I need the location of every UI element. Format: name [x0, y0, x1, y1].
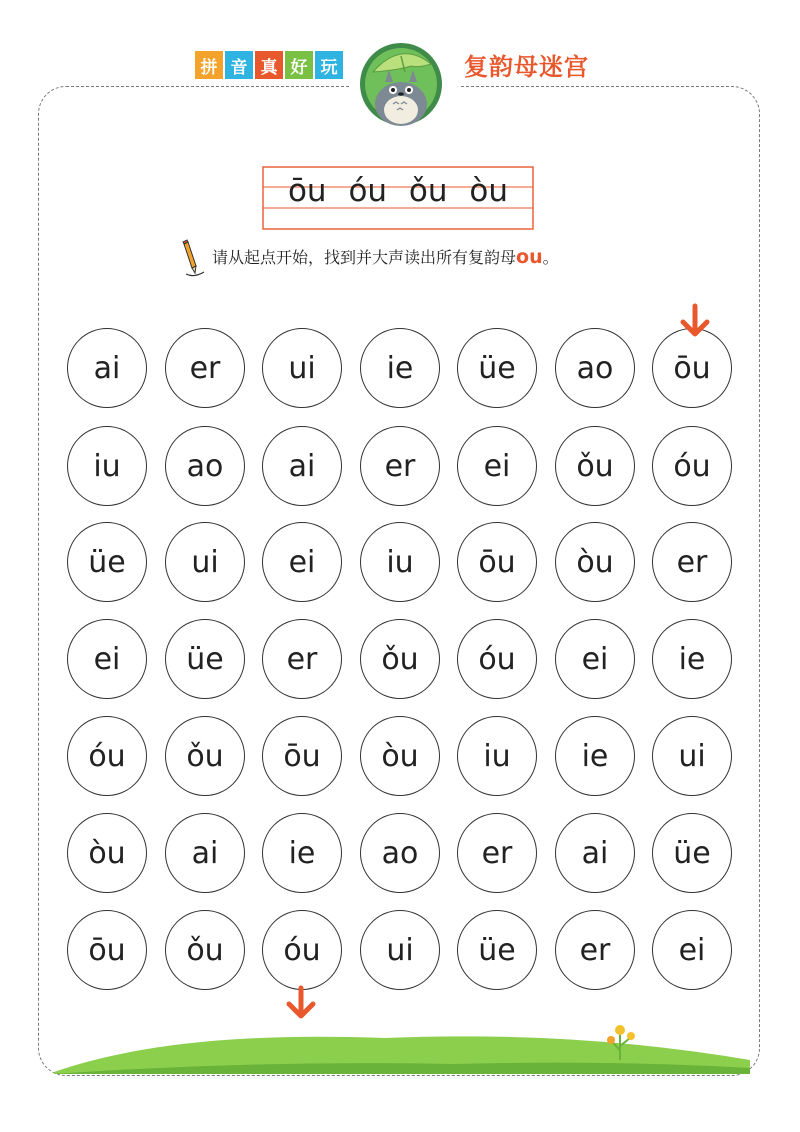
series-char: 音 [225, 51, 253, 79]
series-title [195, 51, 343, 79]
maze-cell[interactable]: ōu [67, 910, 147, 990]
maze-cell[interactable]: ie [555, 716, 635, 796]
maze-cell[interactable]: üe [165, 619, 245, 699]
maze-cell[interactable]: ao [360, 813, 440, 893]
start-arrow-icon [675, 302, 715, 342]
maze-cell[interactable]: ai [555, 813, 635, 893]
syllable: óu [348, 173, 388, 209]
series-char: 真 [255, 51, 283, 79]
maze-cell[interactable]: iu [457, 716, 537, 796]
syllable: ǒu [408, 173, 448, 209]
maze-cell[interactable]: óu [262, 910, 342, 990]
maze-cell[interactable]: ui [165, 522, 245, 602]
maze-cell[interactable]: iu [360, 522, 440, 602]
page-title: 复韵母迷宫 [464, 53, 589, 81]
maze-cell[interactable]: ai [262, 426, 342, 506]
maze-cell[interactable]: ǒu [165, 910, 245, 990]
series-char: 玩 [315, 51, 343, 79]
maze-cell[interactable]: er [555, 910, 635, 990]
maze-cell[interactable]: üe [457, 910, 537, 990]
maze-cell[interactable]: iu [67, 426, 147, 506]
maze-cell[interactable]: ei [67, 619, 147, 699]
maze-cell[interactable]: ie [652, 619, 732, 699]
pencil-icon [180, 238, 212, 278]
series-char: 好 [285, 51, 313, 79]
totoro-icon [359, 42, 443, 126]
maze-cell[interactable]: ei [652, 910, 732, 990]
maze-cell[interactable]: òu [67, 813, 147, 893]
maze-cell[interactable]: ǒu [165, 716, 245, 796]
maze-cell[interactable]: er [165, 328, 245, 408]
grid-syllables [262, 173, 534, 209]
instruction-body: 请从起点开始，找到并大声读出所有复韵母 [212, 248, 517, 267]
maze-cell[interactable]: òu [360, 716, 440, 796]
instruction-text [212, 245, 559, 268]
maze-cell[interactable]: ao [555, 328, 635, 408]
maze-cell[interactable]: ai [165, 813, 245, 893]
maze-cell[interactable]: ao [165, 426, 245, 506]
series-char: 拼 [195, 51, 223, 79]
instruction-end: 。 [542, 248, 559, 267]
syllable: ōu [287, 173, 327, 209]
maze-cell[interactable]: ǒu [555, 426, 635, 506]
maze-cell[interactable]: er [457, 813, 537, 893]
maze-cell[interactable]: òu [555, 522, 635, 602]
maze-cell[interactable]: óu [457, 619, 537, 699]
maze-cell[interactable]: ai [67, 328, 147, 408]
maze-cell[interactable]: ei [262, 522, 342, 602]
maze-cell[interactable]: üe [67, 522, 147, 602]
maze-cell[interactable]: ie [262, 813, 342, 893]
maze-cell[interactable]: er [262, 619, 342, 699]
maze-cell[interactable]: ei [457, 426, 537, 506]
maze-cell[interactable]: ie [360, 328, 440, 408]
maze-cell[interactable]: ui [262, 328, 342, 408]
flower-icon [600, 1020, 640, 1064]
maze-cell[interactable]: ōu [262, 716, 342, 796]
maze-cell[interactable]: üe [652, 813, 732, 893]
four-line-grid [262, 166, 534, 230]
maze-cell[interactable]: ui [652, 716, 732, 796]
maze-cell[interactable]: er [652, 522, 732, 602]
maze-cell[interactable]: er [360, 426, 440, 506]
grass-hill [54, 1030, 750, 1080]
maze-cell[interactable]: ōu [457, 522, 537, 602]
maze-cell[interactable]: üe [457, 328, 537, 408]
instruction-highlight: ou [516, 246, 543, 268]
maze-cell[interactable]: ǒu [360, 619, 440, 699]
end-arrow-icon [281, 984, 321, 1024]
maze-cell[interactable]: ui [360, 910, 440, 990]
maze-cell[interactable]: ei [555, 619, 635, 699]
syllable: òu [469, 173, 509, 209]
maze-cell[interactable]: óu [67, 716, 147, 796]
maze-cell[interactable]: ōu [652, 328, 732, 408]
maze-cell[interactable]: óu [652, 426, 732, 506]
